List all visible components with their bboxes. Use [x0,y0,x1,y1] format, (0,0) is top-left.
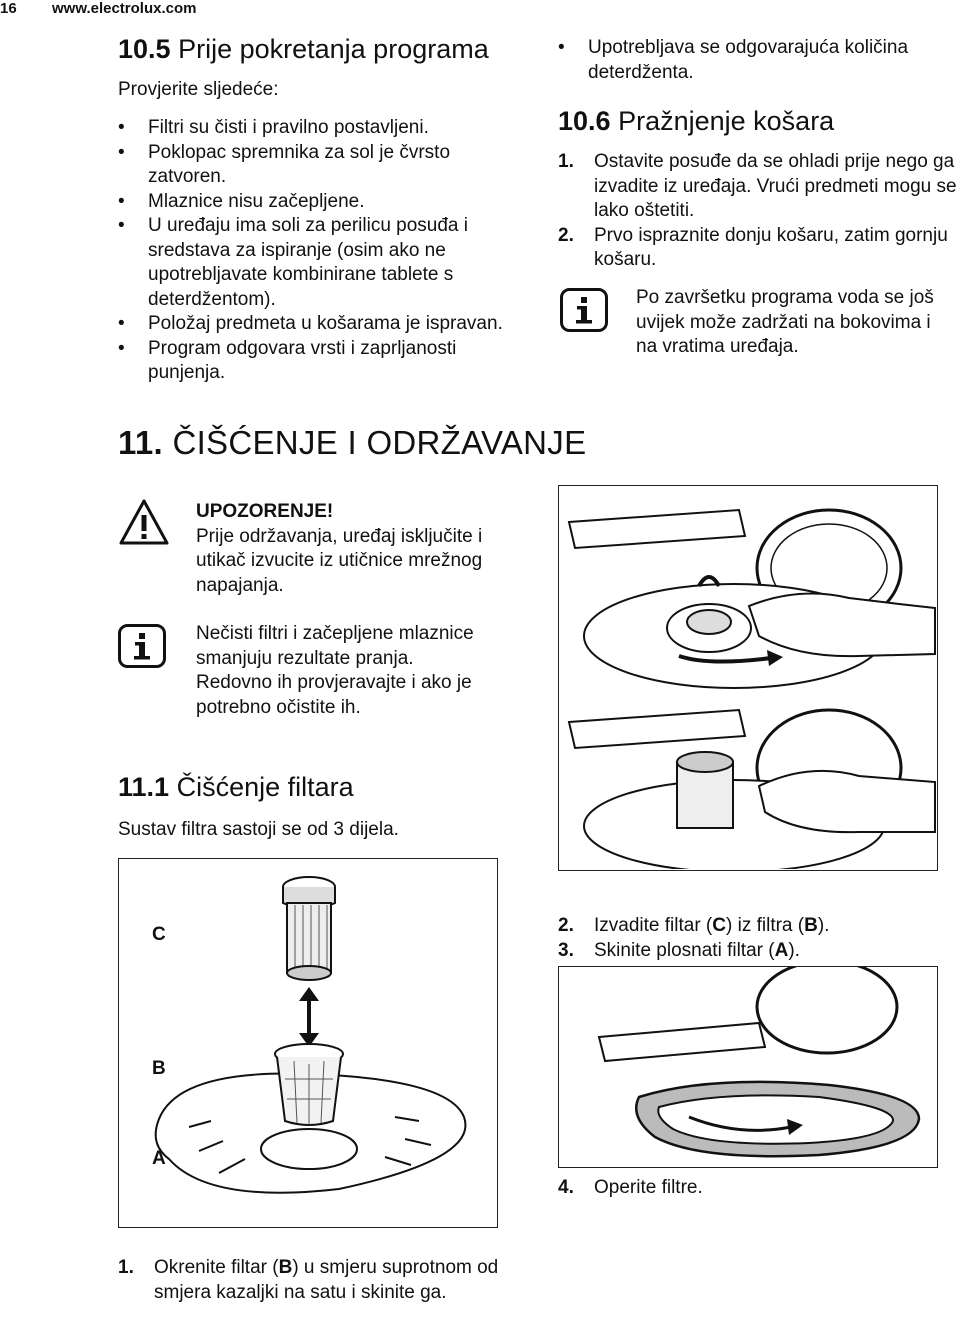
page-number: 16 [0,0,17,17]
checklist [118,116,518,386]
info-icon [118,624,166,668]
list-item: 2. Izvadite filtar (C) iz filtra (B). [558,915,830,936]
list-item: 1. Ostavite posuđe da se ohladi prije nego ga izvadite iz uređaja. Vrući predmeti mogu se lako oštetiti. [558,151,957,221]
steps-2-3 [558,914,958,963]
warning-triangle-icon [118,498,170,546]
up-down-arrow-icon [299,987,319,1047]
site-url[interactable]: www.electrolux.com [52,0,197,17]
section-11-heading: 11. ČIŠĆENJE I ODRŽAVANJE [118,424,587,461]
list-item: 4. Operite filtre. [558,1177,703,1198]
list-item: • U uređaju ima soli za perilicu posuđa i sredstava za ispiranje (osim ako ne upotrebljavate kombinirane tablete s deterdžentom). [118,214,518,312]
info-note-water: Po završetku programa voda se još uvijek može zadržati na bokovima i na vratima uređaja. [636,287,934,357]
info-icon [560,288,608,332]
section-11-1-heading: 11.1 Čišćenje filtara [118,772,354,802]
filter-parts-illustration [118,858,498,1228]
spray-arm-drawing [599,967,897,1061]
label-a: A [152,1148,166,1169]
section-10-6-heading: 10.6 Pražnjenje košara [558,106,835,136]
list-item: • Upotrebljava se odgovarajuća količina deterdženta. [558,36,958,85]
section-10-5-intro: Provjerite sljedeće: [118,79,279,100]
label-c: C [152,924,166,945]
checklist-continued [558,36,958,85]
filter-a-drawing [636,1082,919,1156]
unload-steps [558,150,958,273]
filter-c-drawing [283,877,335,980]
list-item: 1. Okrenite filtar (B) u smjeru suprotnom od smjera kazaljki na satu i skinite ga. [118,1257,499,1303]
flat-filter-illustration [558,966,938,1168]
section-10-5-heading: 10.5 Prije pokretanja programa [118,34,489,64]
warning-title: UPOZORENJE! [196,501,334,522]
step-1 [118,1256,528,1305]
remove-filter-illustration [558,485,938,871]
list-item: • Mlaznice nisu začepljene. [118,190,518,215]
list-item: • Program odgovara vrsti i zaprljanosti punjenja. [118,337,518,386]
warning-text: Prije održavanja, uređaj isključite i utikač izvucite iz utičnice mrežnog napajanja. [196,525,483,596]
list-item: • Filtri su čisti i pravilno postavljeni. [118,116,518,141]
list-item: 3. Skinite plosnati filtar (A). [558,939,800,961]
list-item: • Položaj predmeta u košarama je ispravan. [118,312,518,337]
filter-b-drawing [275,1044,343,1125]
list-item: 2. Prvo ispraznite donju košaru, zatim gornju košaru. [558,224,948,270]
label-b: B [152,1058,166,1079]
info-note-filters: Nečisti filtri i začepljene mlaznice smanjuju rezultate pranja. Redovno ih provjeravajte i ako je potrebno očistite ih. [196,623,474,718]
list-item: • Poklopac spremnika za sol je čvrsto zatvoren. [118,141,518,190]
warning-note [196,500,486,598]
section-11-1-intro: Sustav filtra sastoji se od 3 dijela. [118,819,399,840]
step-4 [558,1176,958,1201]
